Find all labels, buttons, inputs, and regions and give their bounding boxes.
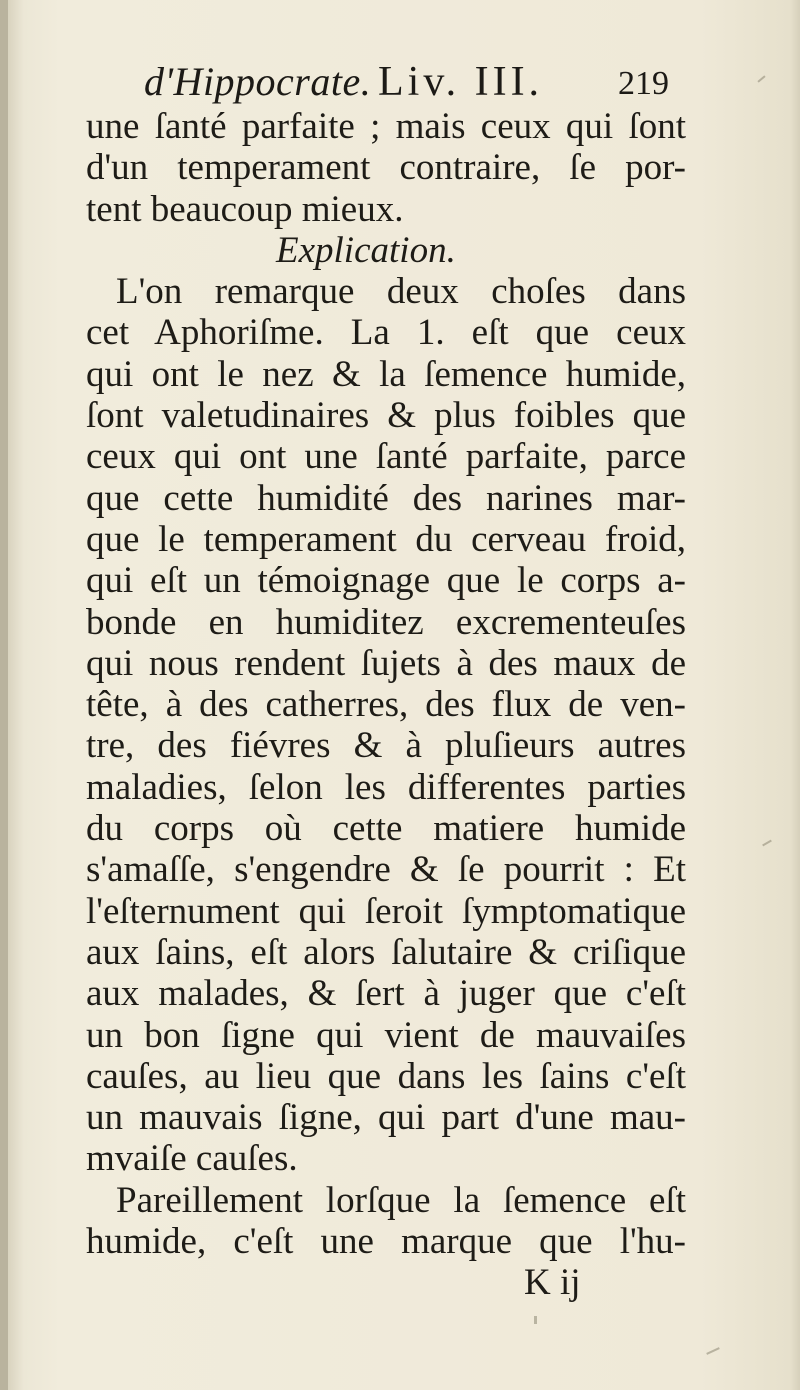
text-line: humide, c'eſt une marque que l'hu- bbox=[86, 1221, 686, 1263]
text-line: l'eſternument qui ſeroit ſymptomatique bbox=[86, 890, 686, 932]
text-line: Pareillement lorſque la ſemence eſt bbox=[116, 1179, 686, 1221]
text-line: aux malades, & ſert à juger que c'eſt bbox=[86, 973, 686, 1015]
text-line: que cette humidité des narines mar- bbox=[86, 477, 686, 519]
text-line: mvaiſe cauſes. bbox=[86, 1138, 298, 1180]
text-line: tête, à des catherres, des flux de ven- bbox=[86, 684, 686, 726]
text-line: qui eſt un témoignage que le corps a- bbox=[86, 560, 686, 602]
text-line: une ſanté parfaite ; mais ceux qui ſont bbox=[86, 106, 686, 147]
paper-speck bbox=[534, 1316, 537, 1324]
book-label: Liv. III. bbox=[378, 59, 544, 105]
text-line: ſont valetudinaires & plus foibles que bbox=[86, 395, 686, 437]
section-heading: Explication. bbox=[276, 229, 456, 271]
text-line: aux ſains, eſt alors ſalutaire & criſique bbox=[86, 931, 686, 973]
paper-speck bbox=[757, 75, 765, 82]
text-line: du corps où cette matiere humide bbox=[86, 808, 686, 850]
text-line: s'amaſſe, s'engendre & ſe pourrit : Et bbox=[86, 849, 686, 891]
body-text bbox=[86, 106, 686, 1304]
text-line: d'un temperament contraire, ſe por- bbox=[86, 147, 686, 189]
text-line: qui ont le nez & la ſemence humide, bbox=[86, 353, 686, 395]
running-title: d'Hippocrate. bbox=[144, 59, 372, 104]
text-line: que le temperament du cerveau froid, bbox=[86, 518, 686, 560]
page-number: 219 bbox=[618, 65, 669, 102]
page-header bbox=[80, 52, 680, 108]
binding-gutter bbox=[0, 0, 8, 1390]
text-line: ceux qui ont une ſanté parfaite, parce bbox=[86, 436, 686, 478]
text-line: tre, des fiévres & à pluſieurs autres bbox=[86, 725, 686, 767]
text-line: un bon ſigne qui vient de mauvaiſes bbox=[86, 1014, 686, 1056]
paper-speck bbox=[706, 1347, 720, 1355]
text-line: cauſes, au lieu que dans les ſains c'eſt bbox=[86, 1055, 686, 1097]
paper-speck bbox=[762, 840, 772, 847]
signature-mark: K ij bbox=[524, 1262, 581, 1304]
text-line: maladies, ſelon les differentes parties bbox=[86, 766, 686, 808]
text-line: un mauvais ſigne, qui part d'une mau- bbox=[86, 1097, 686, 1139]
text-line: L'on remarque deux choſes dans bbox=[116, 271, 686, 313]
text-line: qui nous rendent ſujets à des maux de bbox=[86, 642, 686, 684]
text-line: cet Aphoriſme. La 1. eſt que ceux bbox=[86, 312, 686, 354]
text-line: bonde en humiditez excrementeuſes bbox=[86, 601, 686, 643]
text-line: tent beaucoup mieux. bbox=[86, 188, 404, 230]
